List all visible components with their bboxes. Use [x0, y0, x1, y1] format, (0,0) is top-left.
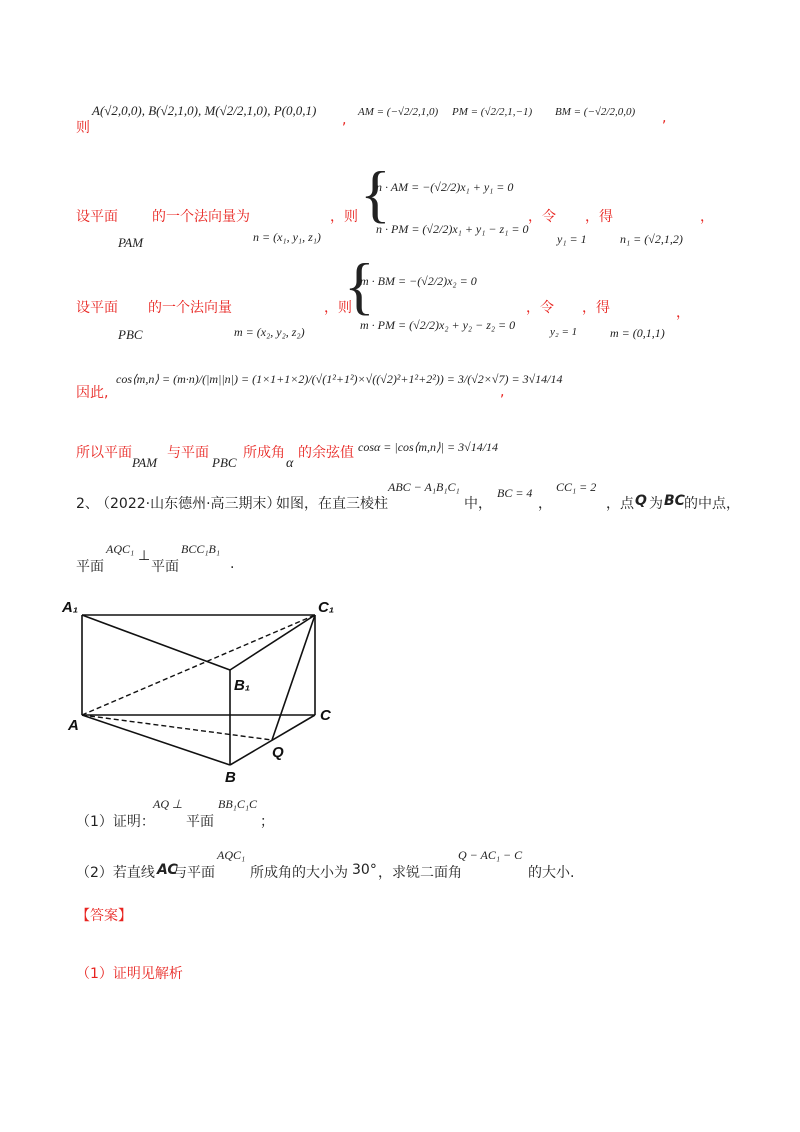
line1-am-vector: AM = (−√2/2,1,0)	[358, 106, 439, 118]
q1-text-plane: 平面	[186, 814, 214, 830]
edge-q-c1	[272, 615, 315, 740]
line2-text-get: ，得	[585, 209, 613, 225]
line2-text-set-plane: 设平面	[76, 209, 118, 225]
line2-equation-1: n · AM = −(√2/2)x₁ + y₁ = 0	[376, 180, 514, 194]
line3-end: ，	[676, 305, 690, 321]
q2-plane-aqc1: AQC₁	[217, 848, 246, 862]
edge-a-b	[82, 715, 230, 765]
line4-cosine-formula: cos⟨m,n⟩ = (m·n)/(|m||n|) = (1×1+1×2)/(√(1²+1²)×√((√2)²+1²+2²)) = 3/(√2×√7) = 3√14/14	[116, 372, 563, 386]
line1-prefix: 则	[76, 120, 90, 136]
q2-text-4: 的大小.	[528, 865, 575, 881]
label-c: C	[320, 707, 331, 724]
dashed-a-q	[82, 715, 272, 740]
label-c1: C₁	[318, 599, 335, 616]
q1-aq-perp: AQ ⊥	[153, 797, 183, 811]
line2-end: ，	[700, 209, 714, 225]
line3-normal-vector: m = (x₂, y₂, z₂)	[234, 325, 305, 339]
q2-line-ac: AC	[157, 862, 178, 878]
q1-plane-bb1c1c: BB₁C₁C	[218, 797, 258, 811]
line2-result-vector: n₁ = (√2,1,2)	[620, 232, 683, 246]
label-b: B	[225, 769, 236, 785]
line3-plane-name: PBC	[118, 327, 143, 342]
line3-result-vector: m = (0,1,1)	[610, 326, 665, 340]
line5-plane-1: PAM	[132, 455, 158, 470]
q2-text-1: 与平面	[173, 865, 215, 881]
line3-equation-2: m · PM = (√2/2)x₂ + y₂ − z₂ = 0	[360, 318, 516, 332]
edge-b1-c1	[230, 615, 315, 670]
problem-prism: ABC − A₁B₁C₁	[388, 480, 460, 494]
line5-text-angle: 所成角	[243, 445, 285, 461]
line4-end: ,	[500, 384, 505, 400]
line1-bm-vector: BM = (−√2/2,0,0)	[555, 106, 636, 118]
problem-text-1: 如图，在直三棱柱	[276, 496, 388, 512]
answer-header: 【答案】	[76, 908, 132, 924]
label-a1: A₁	[62, 599, 79, 616]
q2-text-3: ，求锐二面角	[378, 865, 462, 881]
q2-number: （2）若直线	[76, 865, 155, 881]
label-q: Q	[272, 744, 284, 761]
label-a: A	[68, 717, 79, 734]
problem-text-plane-1: 平面	[76, 559, 104, 575]
line5-text-and-plane: 与平面	[167, 445, 209, 461]
problem-comma: ，	[538, 496, 552, 512]
line1-end: ,	[662, 110, 667, 126]
label-b1: B₁	[234, 677, 251, 694]
problem-dot: .	[230, 556, 235, 572]
problem-perp: ⊥	[138, 549, 151, 564]
problem-text-5: 的中点，	[684, 496, 740, 512]
problem-segment-bc: BC	[664, 493, 685, 509]
q1-number: （1）证明：	[76, 814, 155, 830]
line2-text-let: ，令	[528, 209, 556, 225]
prism-figure	[60, 590, 350, 785]
line3-text-get: ，得	[582, 300, 610, 316]
line3-text-set-plane: 设平面	[76, 300, 118, 316]
answer-part-1: （1）证明见解析	[76, 966, 183, 982]
line3-let-value: y₂ = 1	[550, 326, 578, 338]
line1-comma: ,	[342, 112, 347, 128]
line5-text-cosine: 的余弦值	[298, 445, 354, 461]
problem-text-3: ，点	[606, 496, 634, 512]
line3-brace: {	[344, 250, 375, 321]
line5-text-so-plane: 所以平面	[76, 445, 132, 461]
line2-plane-name: PAM	[118, 235, 144, 250]
problem-plane-bcc1b1: BCC₁B₁	[181, 542, 221, 556]
line1-points: A(√2,0,0), B(√2,1,0), M(√2/2,1,0), P(0,0,1)	[92, 103, 317, 118]
q2-dihedral: Q − AC₁ − C	[458, 848, 523, 862]
line2-text-normal: 的一个法向量为	[152, 209, 250, 225]
q2-text-2: 所成角的大小为	[250, 865, 348, 881]
line5-plane-2: PBC	[212, 455, 237, 470]
line3-text-then: ，则	[324, 300, 352, 316]
problem-text-4: 为	[649, 496, 663, 512]
line3-text-normal: 的一个法向量	[148, 300, 232, 316]
line2-equation-2: n · PM = (√2/2)x₁ + y₁ − z₁ = 0	[376, 222, 529, 236]
problem-plane-aqc1: AQC₁	[106, 542, 135, 556]
problem-text-2: 中，	[464, 496, 492, 512]
line5-alpha: α	[286, 456, 294, 471]
q1-end: ；	[260, 814, 274, 830]
dashed-a-c1	[82, 615, 315, 715]
line2-brace: {	[360, 158, 391, 229]
line2-normal-vector: n = (x₁, y₁, z₁)	[253, 230, 321, 244]
line5-cosine-formula: cosα = |cos⟨m,n⟩| = 3√14/14	[358, 440, 499, 454]
problem-source: （2022·山东德州·高三期末）	[96, 496, 281, 512]
problem-text-plane-2: 平面	[151, 559, 179, 575]
problem-cc1-length: CC₁ = 2	[556, 480, 597, 494]
line4-prefix: 因此,	[76, 385, 109, 401]
q2-angle: 30°	[352, 862, 377, 878]
line1-pm-vector: PM = (√2/2,1,−1)	[452, 106, 533, 118]
problem-point-q: Q	[635, 493, 647, 509]
problem-number: 2、	[76, 496, 99, 512]
problem-bc-length: BC = 4	[497, 486, 533, 500]
line2-let-value: y₁ = 1	[557, 232, 587, 246]
line3-equation-1: m · BM = −(√2/2)x₂ = 0	[360, 274, 477, 288]
line2-text-then: ，则	[330, 209, 358, 225]
line3-text-let: ，令	[526, 300, 554, 316]
